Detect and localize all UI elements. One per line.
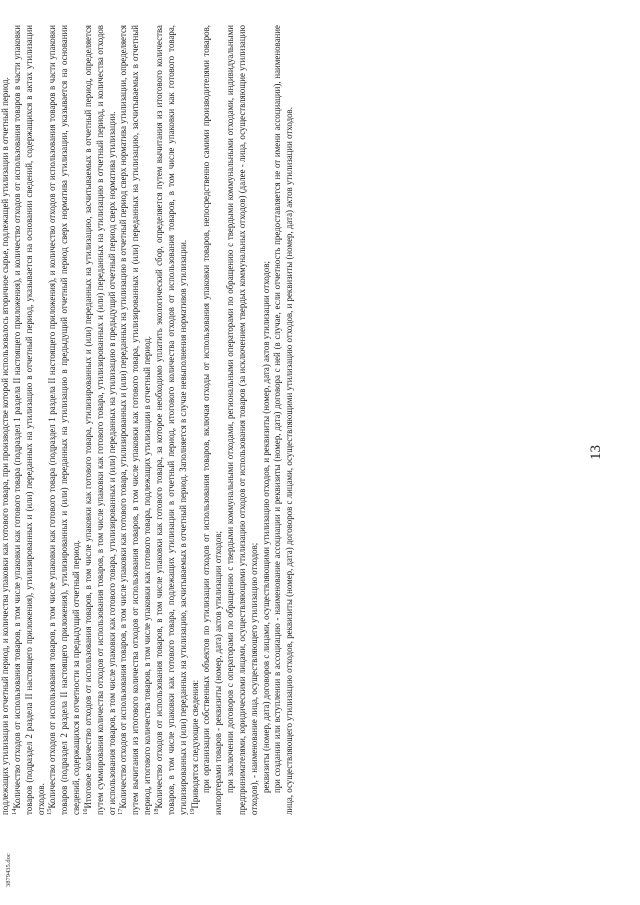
- document-body: [0, 25, 296, 815]
- page-number: 13: [588, 445, 604, 460]
- paragraph-own-facilities: при организации собственных объектов по утилизации отходов от использования товаров, включая отходы от использования упаковки товаров, непосредственно самими производителями товаров, импортерами товаров - реквизиты (номер, дата) актов утилизации отходов;: [201, 25, 224, 815]
- footnote-15: $^{15}$Количество отходов от использования товаров, в том числе упаковки как готового товара (подраздел 1 раздела II настоящего приложения), и количество отходов от использования товаров в части упаковки товаров (подраздел 2 раздела II настоящего приложения), утилизированных и (или) переданных на утилизацию в предыдущий отчетный период сверх норматива утилизации, указывается на основании сведений, содержащихся в отчетности за предыдущий отчетный период.: [46, 25, 82, 815]
- footnote-18: $^{18}$Количество отходов от использования товаров, в том числе упаковки как готового товара, за которое необходимо уплатить экологический сбор, определяется путем вычитания из итогового количества товаров, в том числе упаковки как готового товара, подлежащих утилизации в отчетный период, итогового количества отходов от использования товаров, в том числе упаковки как готового товара, утилизированных и (или) переданных на утилизацию, засчитываемых в отчетный период. Заполняется в случае невыполнения нормативов утилизации.: [153, 25, 188, 815]
- footnote-14: $^{14}$Количество отходов от использования товаров, в том числе упаковки как готового товара (подраздел 1 раздела II настоящего приложения), и количество отходов от использования товаров в части упаковки товаров (подраздел 2 раздела II настоящего приложения), утилизированных и (или) переданных на утилизацию в отчетный период, указывается на основании сведений, содержащихся в актах утилизации отходов.: [10, 25, 46, 815]
- paragraph-contracts: при заключении договоров с операторами по обращению с твердыми коммунальными отходами, региональными операторами по обращению с твердыми коммунальными отходами, индивидуальными предпринимателями, юридическими лицами, осуществляющими утилизацию отходов от использования товаров (за исключением твердых коммунальных отходов) (далее - лица, осуществляющие утилизацию отходов), - наименование лица, осуществляющего утилизацию отходов;: [225, 25, 259, 815]
- footnote-19: $^{19}$Приводятся следующие сведения:: [188, 679, 200, 815]
- footnote-17: $^{17}$Количество отходов от использования товаров, в том числе упаковки как готового товара, утилизированных и (или) переданных на утилизацию в отчетный период сверх норматива утилизации, определяется путем вычитания из итогового количества отходов от использования товаров, в том числе упаковки как готового товара, утилизированных и (или) переданных на утилизацию, засчитываемых в отчетный период, итогового количества товаров, в том числе упаковки как готового товара, подлежащих утилизации в отчетный период.: [117, 25, 153, 815]
- paragraph-requisites: реквизиты (номер, дата) договоров с лицами, осуществляющими утилизацию отходов, и реквизиты (номер, дата) актов утилизации отходов;: [260, 261, 271, 793]
- footnote-16: $^{16}$Итоговое количество отходов от использования товаров, в том числе упаковки как готового товара, утилизированных и (или) переданных на утилизацию, засчитываемых в отчетный период, определяется путем суммирования количества отходов от использования товаров, в том числе упаковки как готового товара, утилизированных и (или) переданных на утилизацию в отчетный период, и количества отходов от использования товаров, в том числе упаковки как готового товара, утилизированных и (или) переданных на утилизацию в предыдущий отчетный период сверх норматива утилизации.: [81, 25, 117, 815]
- file-reference: 3879435.doc: [5, 853, 12, 887]
- paragraph-association: при создании или вступлении в ассоциацию - наименование ассоциации и реквизиты (номер, дата) договора с ней (в случае, если отчетность предоставляется не от имени ассоциации), наименование лица, осуществляющего утилизацию отходов, реквизиты (номер, дата) договоров с лицами, осуществляющими утилизацию отходов, и реквизиты (номер, дата) актов утилизации отходов.: [272, 25, 295, 815]
- paragraph: подлежащих утилизации в отчетный период, и количества упаковки как готового товара, при производстве которой использовалось вторичное сырье, подлежащей утилизации в отчетный период.: [0, 77, 10, 815]
